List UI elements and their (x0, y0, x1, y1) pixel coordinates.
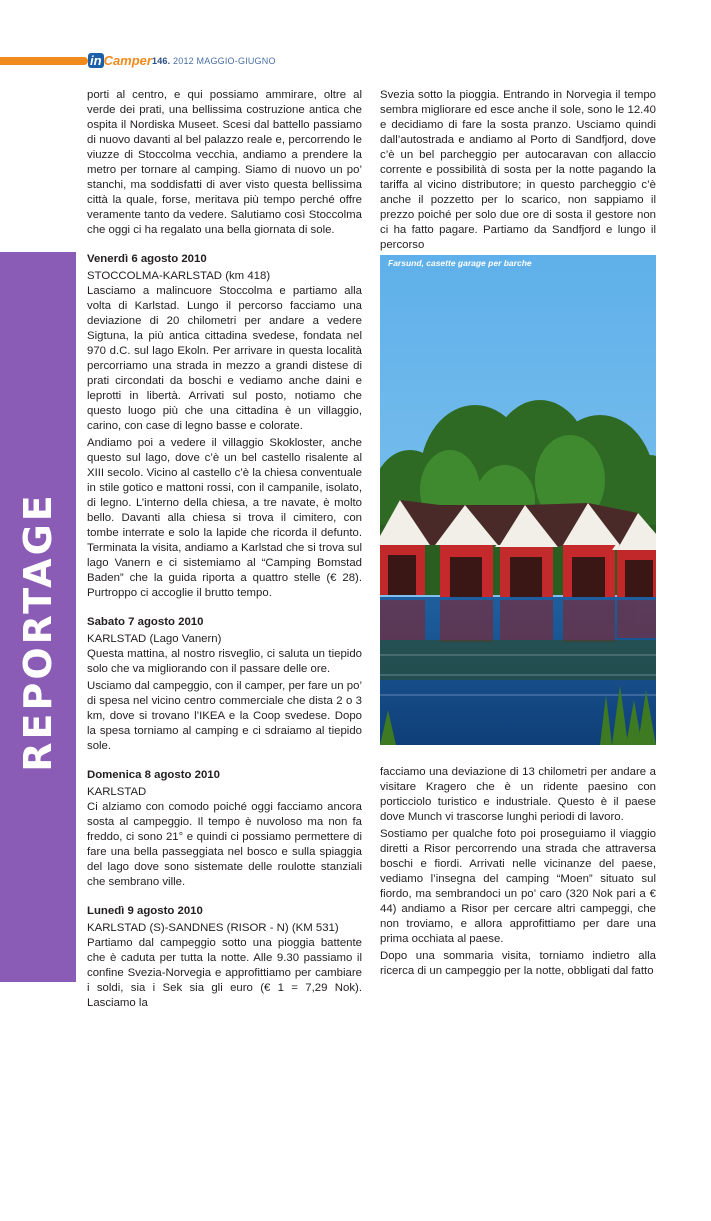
route-line: KARLSTAD (S)-SANDNES (RISOR - N) (KM 531) (87, 922, 339, 934)
paragraph: Questa mattina, al nostro risveglio, ci saluta un tiepido solo che va migliorando con il passare delle ore. (87, 648, 362, 675)
paragraph: Partiamo dal campeggio sotto una pioggia battente che è caduta per tutta la notte. Alle 9.30 passiamo il confine Svezia-Norvegia e approfittiamo per cambiare i soldi, sia i Sek sia gli euro (€ 1 = 7,29 Nok). Lasciamo la (87, 937, 362, 1009)
paragraph: Ci alziamo con comodo poiché oggi facciamo ancora sosta al campeggio. Il tempo è nuvoloso ma non fa freddo, ci sono 21° e quindi ci possiamo permettere di fare una bella passeggiata nel bosco e sulla spiaggia del lago dove sono sistemate delle roulotte stanziali che sembrano ville. (87, 801, 362, 888)
paragraph: porti al centro, e qui possiamo ammirare, oltre al verde dei prati, una bellissima costruzione antica che ospita il Nordiska Museet. Scesi dal battello passiamo di nuovo davanti al bel palazzo reale e, percorrendo le viuzze di Stoccolma vecchia, andiamo a prendere la metro per tornare al camping. Siamo di nuovo un po’ stanchi, ma soddisfatti di aver visto questa bellissima città la quale, forse, meritava più tempo perché offre veramente tanto da vedere. Salutiamo così Stoccolma che oggi ci ha regalato una bella giornata di sole. (87, 89, 362, 236)
day-heading: Domenica 8 agosto 2010 (87, 769, 220, 781)
paragraph: Sostiamo per qualche foto poi proseguiamo il viaggio diretti a Risor percorrendo una strada che attraversa boschi e fiordi. Arrivati nelle vicinanze del paese, vediamo l’insegna del camping “Moen” situato sul fiordo, ma sembrandoci un po’ caro (320 Nok pari a € 44) andiamo a Risor per cercare altri campeggi, che non troviamo, e allora approfittiamo per dare una prima occhiata al paese. (380, 828, 656, 945)
boathouse-photo (380, 255, 656, 745)
boathouse-illustration (380, 255, 656, 745)
paragraph: Svezia sotto la pioggia. Entrando in Norvegia il tempo sembra migliorare ed esce anche il sole, sono le 12.40 e decidiamo di fare la sosta pranzo. Usciamo quindi dall’autostrada e andiamo al Porto di Sandfjord, dove c’è un bel parcheggio per autocaravan con allaccio corrente e possibilità di sosta per la notte pagando la tariffa al vicino distributore; in questo parcheggio c’è anche il pozzetto per lo scarico, non sappiamo il prezzo poiché per solo due ore di sosta il gestore non ci ha fatto pagare. Partiamo da Sandfjord e lungo il percorso (380, 89, 656, 251)
paragraph: facciamo una deviazione di 13 chilometri per andare a visitare Kragero che è un ridente paesino con porticciolo turistico e industriale. Questo è il paese dove Munch vi trascorse lunghi periodi di lavoro. (380, 766, 656, 823)
day-heading: Lunedì 9 agosto 2010 (87, 905, 203, 917)
magazine-logo (88, 52, 152, 70)
paragraph: Usciamo dal campeggio, con il camper, per fare un po’ di spesa nel vicino centro commerciale che dista 2 o 3 km, dove si trovano l’IKEA e la Coop svedese. Dopo la spesa torniamo al camping e ci sdraiamo al tiepido sole. (87, 680, 362, 752)
paragraph: Andiamo poi a vedere il villaggio Skokloster, anche questo sul lago, dove c’è un bel castello risalente al XIII secolo. Vicino al castello c’è la chiesa conventuale in stile gotico e mattoni rossi, con il campanile, isolato, di legno. L’interno della chiesa, a tre navate, è molto bello. Davanti alla chiesa si trova il cimitero, con tombe interrate e solo la lapide che ricorda il defunto. Terminata la visita, andiamo a Karlstad che si trova sul lago Vanern e ci sistemiamo al “Camping Bomstad Baden” che la guida riporta a quattro stelle (€ 28). Purtroppo ci accoglie il brutto tempo. (87, 437, 362, 599)
issue-number: 146. (152, 56, 171, 66)
paragraph: Dopo una sommaria visita, torniamo indietro alla ricerca di un campeggio per la notte, obbligati dal fatto (380, 950, 656, 977)
article-column-left (87, 88, 362, 1013)
section-sidebar (0, 252, 76, 1221)
route-line: KARLSTAD (Lago Vanern) (87, 633, 222, 645)
article-column-right-bottom (380, 765, 656, 981)
route-line: STOCCOLMA-KARLSTAD (km 418) (87, 270, 271, 282)
day-heading: Venerdì 6 agosto 2010 (87, 253, 207, 265)
issue-info (152, 56, 276, 66)
photo-caption: Farsund, casette garage per barche (388, 258, 532, 268)
route-line: KARLSTAD (87, 786, 147, 798)
page-number: 90 (50, 1204, 67, 1221)
header-accent-bar (0, 57, 88, 65)
paragraph: Lasciamo a malincuore Stoccolma e partiamo alla volta di Karlstad. Lungo il percorso facciamo una deviazione di 20 chilometri per andare a vedere Sigtuna, la più antica cittadina svedese, fondata nel 970 d.C. sul lago Ekoln. Per arrivare in questa località percorriamo una strada in mezzo a grandi distese di prati circondati da boschi e vediamo anche daini e leprotti in libertà. Arrivati sul posto, notiamo che questo luogo più che una cittadina è un villaggio, carino, con case di legno basse e colorate. (87, 285, 362, 432)
section-title: REPORTAGE (16, 492, 60, 772)
logo-in-text: in (90, 53, 102, 68)
article-column-right-top (380, 88, 656, 255)
day-heading: Sabato 7 agosto 2010 (87, 616, 204, 628)
issue-date: 2012 MAGGIO-GIUGNO (170, 56, 276, 66)
logo-camper-text: Camper (103, 53, 152, 68)
